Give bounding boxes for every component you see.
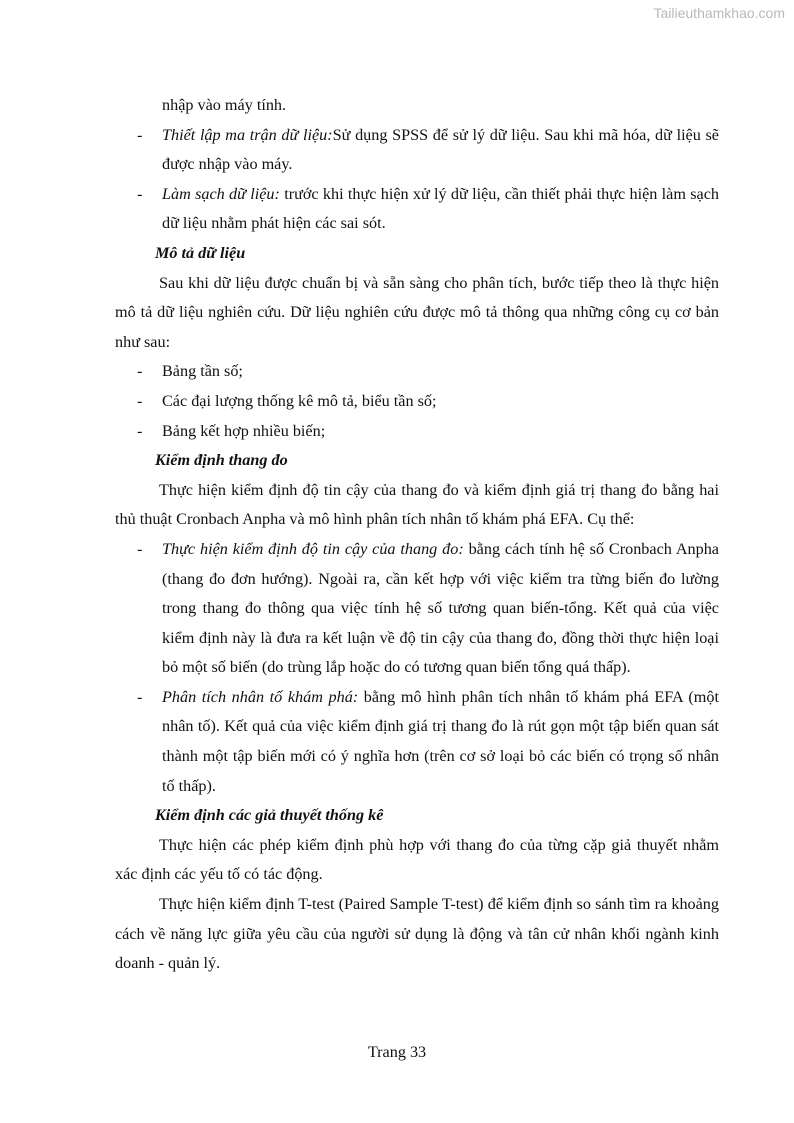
watermark: Tailieuthamkhao.com [653,5,785,21]
paragraph: Thực hiện các phép kiểm định phù hợp với thang đo của từng cặp giả thuyết nhằm xác định các yếu tố có tác động. [115,835,719,884]
bullet-label: Thiết lập ma trận dữ liệu: [162,125,333,144]
bullet-text: trước khi thực hiện xử lý dữ liệu, cần thiết phải thực hiện làm sạch dữ liệu nhằm phát hiện các sai sót. [162,184,719,233]
bullet-text: Các đại lượng thống kê mô tả, biểu tần số; [162,391,437,410]
paragraph: Sau khi dữ liệu được chuẩn bị và sẵn sàng cho phân tích, bước tiếp theo là thực hiện mô tả dữ liệu nghiên cứu. Dữ liệu nghiên cứu được mô tả thông qua những công cụ cơ bản như sau: [115,273,719,351]
bullet-label: Làm sạch dữ liệu: [162,184,280,203]
bullet-reliability [115,535,719,683]
bullet-data-cleaning [115,180,719,239]
bullet-label: Thực hiện kiểm định độ tin cậy của thang đo: [162,539,464,558]
bullet-label: Phân tích nhân tố khám phá: [162,687,359,706]
bullet-efa [115,683,719,801]
bullet-text: Bảng kết hợp nhiều biến; [162,421,326,440]
bullet-dash: - [137,125,143,144]
bullet-crosstab [115,417,719,447]
page-number: Trang 33 [367,1043,427,1061]
bullet-matrix-setup [115,121,719,180]
bullet-text: bằng cách tính hệ số Cronbach Anpha (thang đo đơn hướng). Ngoài ra, cần kết hợp với việc kiểm tra từng biến đo lường trong thang đo thông qua việc tính hệ số tương quan biến-tổng. Kết quả của việc kiểm định này là đưa ra kết luận về độ tin cậy của thang đo, đồng thời thực hiện loại bỏ một số biến (do trùng lắp hoặc do có tương quan biến tổng quá thấp). [162,539,719,677]
bullet-text: Sử dụng SPSS để sử lý dữ liệu. Sau khi mã hóa, dữ liệu sẽ được nhập vào máy. [162,125,719,174]
paragraph: Thực hiện kiểm định độ tin cậy của thang đo và kiểm định giá trị thang đo bằng hai thủ thuật Cronbach Anpha và mô hình phân tích nhân tố khám phá EFA. Cụ thể: [115,480,719,529]
bullet-dash: - [137,184,143,203]
document-body [115,91,719,979]
paragraph: Thực hiện kiểm định T-test (Paired Sample T-test) để kiểm định so sánh tìm ra khoảng cách về năng lực giữa yêu cầu của người sử dụng là động và tân cử nhân khối ngành kinh doanh - quản lý. [115,895,719,973]
bullet-dash: - [137,421,143,440]
bullet-dash: - [137,539,143,558]
continuation-line: nhập vào máy tính. [162,96,287,114]
section-heading-data-description: Mô tả dữ liệu [155,243,246,262]
section-heading-hypothesis-testing: Kiểm định các giả thuyết thống kê [155,806,384,825]
bullet-text: Bảng tần số; [162,362,243,381]
section-heading-scale-testing: Kiểm định thang đo [155,451,288,470]
bullet-descriptive-stats [115,387,719,417]
bullet-frequency-table [115,357,719,387]
bullet-dash: - [137,687,143,706]
bullet-dash: - [137,362,143,381]
bullet-text: bằng mô hình phân tích nhân tố khám phá EFA (một nhân tố). Kết quả của việc kiểm định giá trị thang đo là rút gọn một tập biến quan sát thành một tập biến mới có ý nghĩa hơn (trên cơ sở loại bỏ các biến có trọng số nhân tố thấp). [162,687,719,795]
bullet-dash: - [137,391,143,410]
